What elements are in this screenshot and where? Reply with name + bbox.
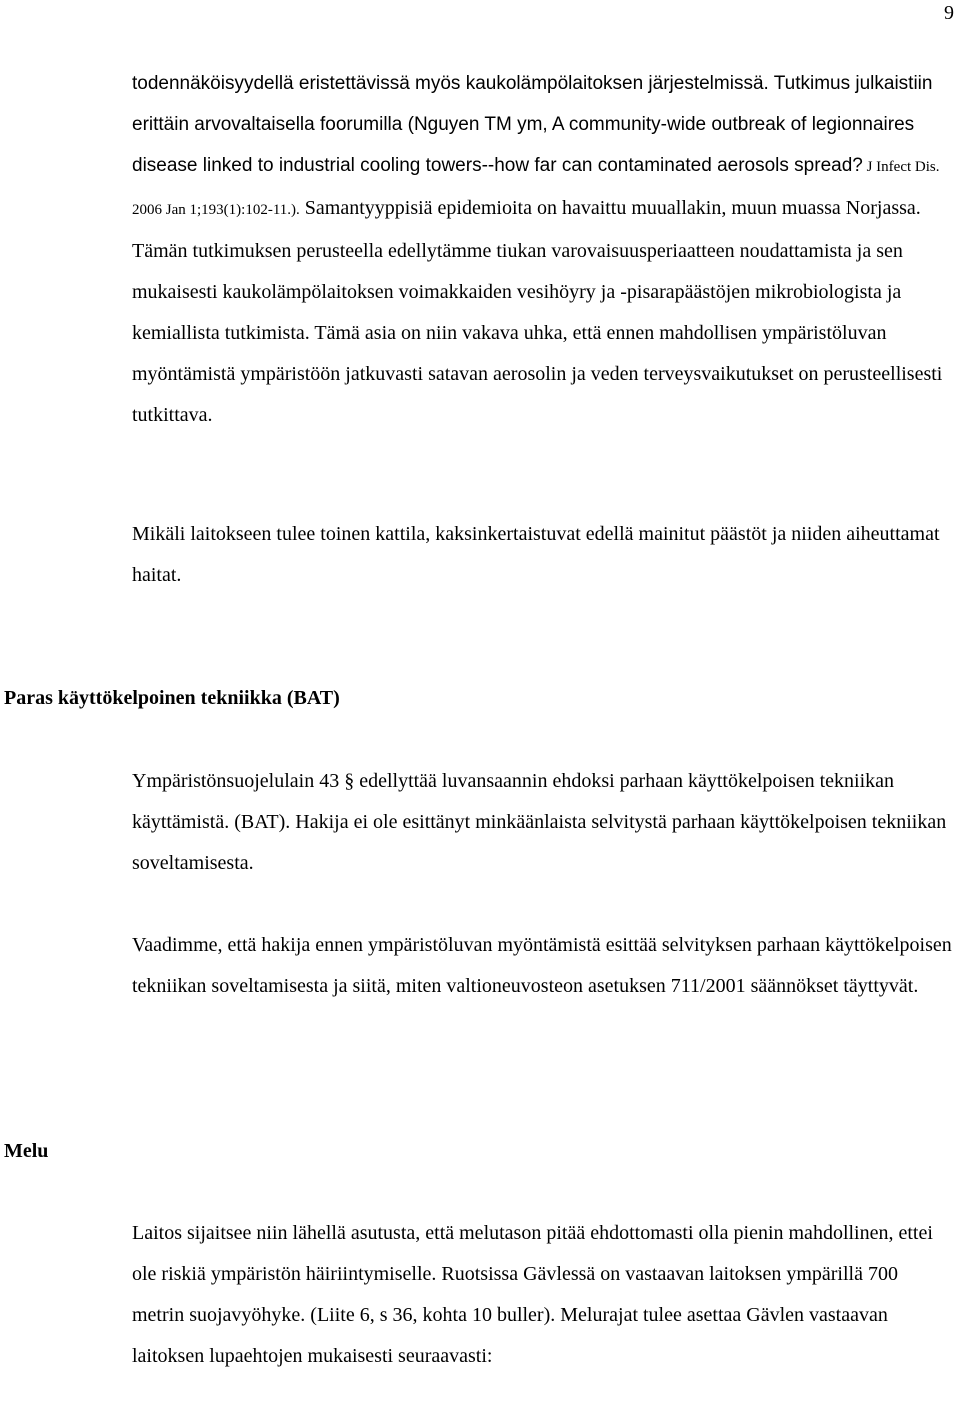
paragraph-noise: Laitos sijaitsee niin lähellä asutusta, että melutason pitää ehdottomasti olla pienin mahdollinen, ettei ole riskiä ympäristön häiriintymiselle. Ruotsissa Gävlessä on vastaavan laitoksen ympärillä 700 metrin suojavyöhyke. (Liite 6, s 36, kohta 10 buller). Melurajat tulee asettaa Gävlen vastaavan laitoksen lupaehtojen mukaisesti seuraavasti: (132, 1222, 933, 1367)
paragraph-legionella-study (132, 63, 954, 436)
heading-bat: Paras käyttökelpoinen tekniikka (BAT) (4, 687, 340, 709)
paragraph-continuation: Samantyyppisiä epidemioita on havaittu muuallakin, muun muassa Norjassa. Tämän tutkimuksen perusteella edellytämme tiukan varovaisuusperiaatteen noudattamista ja sen mukaisesti kaukolämpölaitoksen voimakkaiden vesihöyry ja -pisarapäästöjen mikrobiologista ja kemiallista tutkimista. Tämä asia on niin vakava uhka, että ennen mahdollisen ympäristöluvan myöntämistä ympäristöön jatkuvasti satavan aerosolin ja veden terveysvaikutukset on perusteellisesti tutkittava. (132, 197, 943, 426)
study-reference-text: todennäköisyydellä eristettävissä myös kaukolämpölaitoksen järjestelmissä. Tutkimus julkaistiin erittäin arvovaltaisella foorumilla (Nguyen TM ym, A community-wide outbreak of legionnaires disease linked to industrial cooling towers--how far can contaminated aerosols spread? (132, 73, 933, 176)
page-number: 9 (944, 2, 954, 24)
heading-melu: Melu (4, 1140, 49, 1162)
paragraph-bat-demand: Vaadimme, että hakija ennen ympäristöluvan myöntämistä esittää selvityksen parhaan käyttökelpoisen tekniikan soveltamisesta ja siitä, miten valtioneuvosteon asetuksen 711/2001 säännökset täyttyvät. (132, 934, 952, 997)
journal-citation: J Infect Dis. 2006 Jan 1;193(1):102-11.). (132, 159, 940, 218)
paragraph-bat-requirement: Ympäristönsuojelulain 43 § edellyttää luvansaannin ehdoksi parhaan käyttökelpoisen tekniikan käyttämistä. (BAT). Hakija ei ole esittänyt minkäänlaista selvitystä parhaan käyttökelpoisen tekniikan soveltamisesta. (132, 770, 947, 874)
paragraph-second-boiler: Mikäli laitokseen tulee toinen kattila, kaksinkertaistuvat edellä mainitut päästöt ja niiden aiheuttamat haitat. (132, 523, 940, 586)
